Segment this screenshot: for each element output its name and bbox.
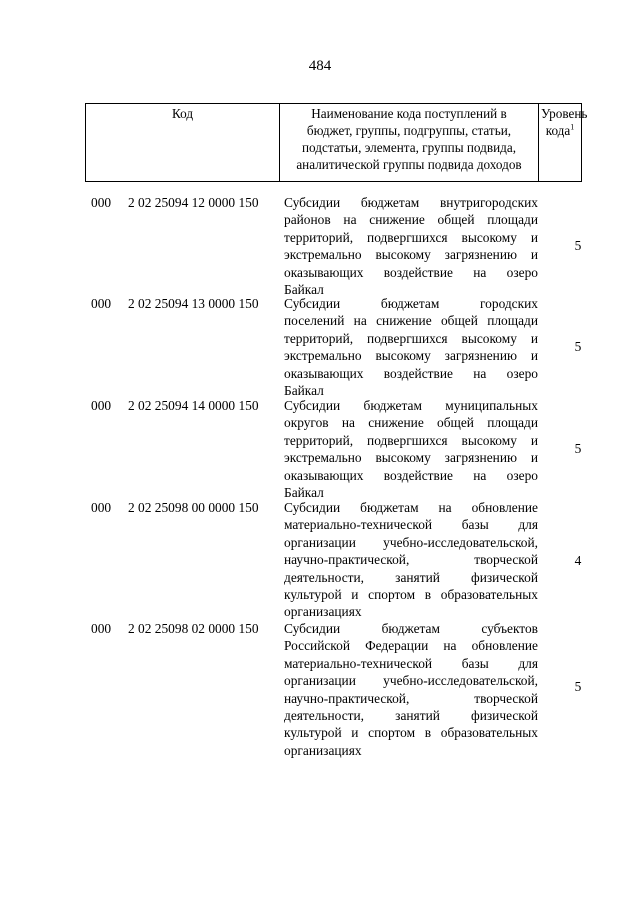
row-revenue-code: 2 02 25094 12 0000 150 xyxy=(128,195,259,210)
row-admin-code: 000 xyxy=(91,398,112,413)
header-level-cell xyxy=(539,104,588,182)
header-name-line: аналитической группы подвида доходов xyxy=(296,157,522,172)
row-name-line: округов на снижение общей площади xyxy=(284,415,538,431)
row-name-line: научно-практической, творческой xyxy=(284,552,538,568)
row-name-line: деятельности, занятий физической xyxy=(284,708,538,724)
row-name-line: Субсидии бюджетам внутригородских xyxy=(284,195,538,210)
header-name-line: Наименование кода поступлений в xyxy=(311,106,507,121)
header-code-label: Код xyxy=(171,106,194,121)
row-name xyxy=(284,194,538,298)
row-name-line: организации учебно-исследовательской, xyxy=(284,534,538,550)
row-name-line: материально-технической базы для xyxy=(284,655,538,671)
row-name-line: Субсидии бюджетам городских xyxy=(284,296,538,311)
row-name-line: территорий, подвергшихся высокому и xyxy=(284,229,538,245)
row-name-line: оказывающих воздействие на озеро xyxy=(284,467,538,483)
header-level-line2: кода xyxy=(545,123,571,138)
row-name-line: Байкал xyxy=(284,282,324,298)
header-name-line: бюджет, группы, подгруппы, статьи, xyxy=(306,123,512,138)
row-name-line: районов на снижение общей площади xyxy=(284,212,538,228)
row-name-line: экстремально высокому загрязнению и xyxy=(284,247,538,263)
row-name xyxy=(284,397,538,501)
row-name-line: Субсидии бюджетам на обновление xyxy=(284,500,538,515)
row-name-line: научно-практической, творческой xyxy=(284,690,538,706)
row-revenue-code: 2 02 25094 13 0000 150 xyxy=(128,296,259,311)
header-code-cell xyxy=(86,104,280,182)
header-name-cell xyxy=(280,104,539,182)
row-admin-code: 000 xyxy=(91,500,112,515)
page-number: 484 xyxy=(308,58,332,74)
row-name-line: культурой и спортом в образовательных xyxy=(284,725,538,741)
row-name-line: Субсидии бюджетам субъектов xyxy=(284,621,538,636)
row-name-line: организациях xyxy=(284,604,362,620)
row-name-line: материально-технической базы для xyxy=(284,517,538,533)
header-level-footnote: 1 xyxy=(570,122,575,132)
row-admin-code: 000 xyxy=(91,296,112,311)
row-name-line: поселений на снижение общей площади xyxy=(284,313,538,329)
row-name xyxy=(284,620,538,759)
header-name-line: подстатьи, элемента, группы подвида, xyxy=(302,140,516,155)
row-name-line: территорий, подвергшихся высокому и xyxy=(284,330,538,346)
row-level: 4 xyxy=(574,553,582,568)
table-header xyxy=(85,103,588,182)
row-level: 5 xyxy=(574,679,582,694)
row-name-line: Байкал xyxy=(284,383,324,399)
row-level: 5 xyxy=(574,339,582,354)
header-level-line1: Уровень xyxy=(541,106,588,121)
row-name-line: экстремально высокому загрязнению и xyxy=(284,450,538,466)
row-name-line: деятельности, занятий физической xyxy=(284,569,538,585)
row-admin-code: 000 xyxy=(91,621,112,636)
row-name xyxy=(284,499,538,621)
row-name-line: оказывающих воздействие на озеро xyxy=(284,264,538,280)
row-name-line: культурой и спортом в образовательных xyxy=(284,587,538,603)
row-name-line: Российской Федерации на обновление xyxy=(284,638,538,654)
row-name-line: Байкал xyxy=(284,485,324,501)
row-revenue-code: 2 02 25098 00 0000 150 xyxy=(128,500,259,515)
row-name xyxy=(284,295,538,399)
row-name-line: экстремально высокому загрязнению и xyxy=(284,348,538,364)
row-level: 5 xyxy=(574,441,582,456)
row-name-line: территорий, подвергшихся высокому и xyxy=(284,432,538,448)
row-level: 5 xyxy=(574,238,582,253)
row-revenue-code: 2 02 25098 02 0000 150 xyxy=(128,621,259,636)
row-name-line: оказывающих воздействие на озеро xyxy=(284,365,538,381)
row-revenue-code: 2 02 25094 14 0000 150 xyxy=(128,398,259,413)
row-admin-code: 000 xyxy=(91,195,112,210)
row-name-line: Субсидии бюджетам муниципальных xyxy=(284,398,538,413)
row-name-line: организации учебно-исследовательской, xyxy=(284,673,538,689)
row-name-line: организациях xyxy=(284,742,362,758)
